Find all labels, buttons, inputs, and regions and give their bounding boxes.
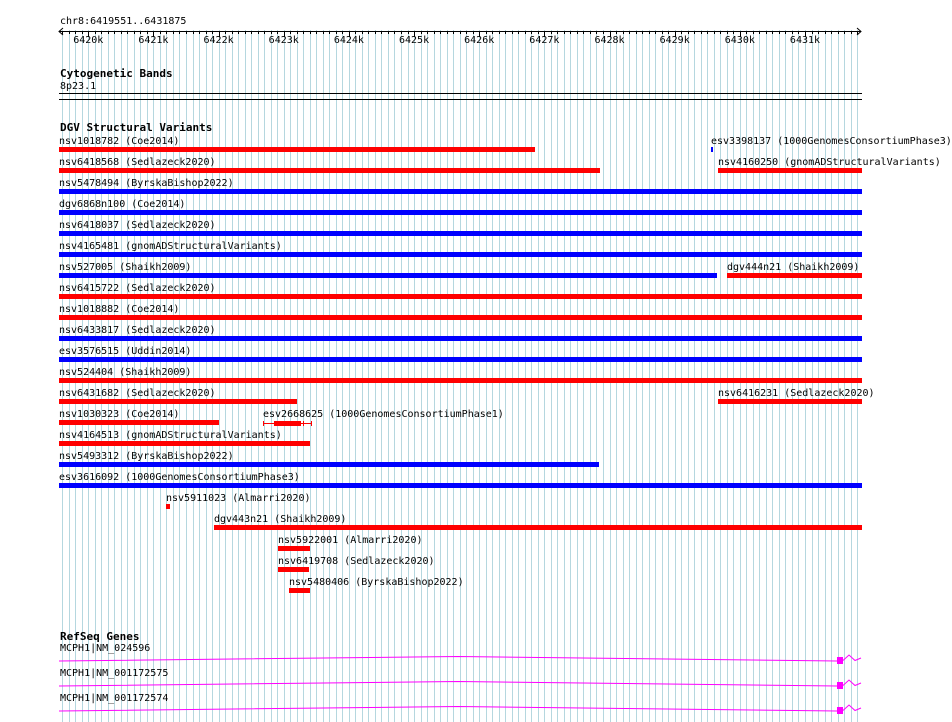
transcript-intron-tail — [843, 705, 861, 711]
ruler-tick-label: 6425k — [398, 35, 430, 46]
transcript-model[interactable] — [58, 652, 868, 664]
variant-bar[interactable] — [59, 462, 599, 467]
variant-bar[interactable] — [166, 504, 170, 509]
ruler-tick-label: 6421k — [138, 35, 169, 46]
variant-bar[interactable] — [289, 588, 310, 593]
ruler-tick-label: 6427k — [529, 35, 560, 46]
ruler-tick-label: 6430k — [724, 35, 755, 46]
variant-label[interactable]: esv3616092 (1000GenomesConsortiumPhase3) — [59, 472, 300, 483]
variant-label[interactable]: dgv443n21 (Shaikh2009) — [214, 514, 347, 525]
variant-bar[interactable] — [59, 399, 297, 404]
variant-bar[interactable] — [59, 231, 862, 236]
variant-bar[interactable] — [59, 336, 862, 341]
transcript-model[interactable] — [58, 702, 868, 714]
variant-bar[interactable] — [59, 273, 717, 278]
variant-bar[interactable] — [59, 378, 862, 383]
ruler-tick-label: 6431k — [789, 35, 821, 46]
variant-bar[interactable] — [214, 525, 862, 530]
transcript-intron-tail — [843, 680, 861, 686]
variant-label[interactable]: nsv5493312 (ByrskaBishop2022) — [59, 451, 234, 462]
variant-label[interactable]: nsv5478494 (ByrskaBishop2022) — [59, 178, 234, 189]
cytoband-label: 8p23.1 — [60, 81, 97, 92]
variant-bar[interactable] — [59, 357, 862, 362]
variant-label[interactable]: nsv5480406 (ByrskaBishop2022) — [289, 577, 464, 588]
variant-bar[interactable] — [718, 168, 862, 173]
cytoband-ideogram-line-lower — [59, 99, 862, 100]
ruler-tick-label: 6424k — [333, 35, 364, 46]
variant-bar[interactable] — [59, 420, 219, 425]
variant-bar[interactable] — [59, 147, 535, 152]
variant-label[interactable]: nsv527005 (Shaikh2009) — [59, 262, 192, 273]
ruler-tick-label: 6420k — [73, 35, 104, 46]
variant-label[interactable]: nsv6418568 (Sedlazeck2020) — [59, 157, 216, 168]
variant-label[interactable]: nsv6418037 (Sedlazeck2020) — [59, 220, 216, 231]
ruler-tick-label: 6422k — [203, 35, 234, 46]
variant-bar[interactable] — [278, 546, 310, 551]
variant-bar[interactable] — [278, 567, 309, 572]
transcript-exon — [837, 657, 843, 664]
variant-label[interactable]: nsv4160250 (gnomADStructuralVariants) — [718, 157, 941, 168]
variant-bar[interactable] — [718, 399, 862, 404]
variant-label[interactable]: nsv4164513 (gnomADStructuralVariants) — [59, 430, 282, 441]
variant-bar[interactable] — [727, 273, 862, 278]
variant-bar[interactable] — [59, 315, 862, 320]
variant-label[interactable]: nsv524404 (Shaikh2009) — [59, 367, 192, 378]
ruler-tick-label: 6428k — [594, 35, 625, 46]
variant-label[interactable]: nsv6433817 (Sedlazeck2020) — [59, 325, 216, 336]
ruler-tick-label: 6423k — [268, 35, 299, 46]
variant-bar[interactable] — [59, 483, 862, 488]
variant-block — [274, 421, 301, 426]
ruler-tick-label: 6429k — [659, 35, 690, 46]
variant-label[interactable]: esv3576515 (Uddin2014) — [59, 346, 192, 357]
variant-label[interactable]: nsv4165481 (gnomADStructuralVariants) — [59, 241, 282, 252]
variant-label[interactable]: nsv1030323 (Coe2014) — [59, 409, 180, 420]
transcript-label[interactable]: MCPH1|NM_001172574 — [60, 693, 169, 704]
variant-label[interactable]: nsv6419708 (Sedlazeck2020) — [278, 556, 435, 567]
transcript-model[interactable] — [58, 677, 868, 689]
transcript-exon — [837, 682, 843, 689]
variant-label[interactable]: esv2668625 (1000GenomesConsortiumPhase1) — [263, 409, 504, 420]
variant-bar[interactable] — [59, 210, 862, 215]
transcript-intron — [59, 657, 837, 662]
transcript-intron — [59, 707, 837, 712]
ruler-scale[interactable] — [0, 25, 890, 47]
refseq-track-title[interactable]: RefSeq Genes — [60, 630, 140, 643]
variant-label[interactable]: esv3398137 (1000GenomesConsortiumPhase3) — [711, 136, 952, 147]
transcript-label[interactable]: MCPH1|NM_001172575 — [60, 668, 169, 679]
variant-bar[interactable] — [59, 168, 600, 173]
location-label: chr8:6419551..6431875 — [60, 16, 187, 27]
variant-label[interactable]: nsv1018782 (Coe2014) — [59, 136, 180, 147]
transcript-exon — [837, 707, 843, 714]
variant-label[interactable]: nsv6415722 (Sedlazeck2020) — [59, 283, 216, 294]
cytoband-ideogram-line — [59, 93, 862, 94]
variant-bar[interactable] — [263, 420, 323, 429]
transcript-intron-tail — [843, 655, 861, 661]
variant-label[interactable]: nsv5922001 (Almarri2020) — [278, 535, 423, 546]
variant-bar[interactable] — [59, 252, 862, 257]
variant-label[interactable]: nsv6416231 (Sedlazeck2020) — [718, 388, 875, 399]
variant-bar[interactable] — [59, 294, 862, 299]
variant-bar[interactable] — [711, 147, 713, 152]
variant-label[interactable]: dgv6868n100 (Coe2014) — [59, 199, 186, 210]
transcript-intron — [59, 682, 837, 687]
variant-label[interactable]: nsv6431682 (Sedlazeck2020) — [59, 388, 216, 399]
variant-label[interactable]: dgv444n21 (Shaikh2009) — [727, 262, 860, 273]
dgv-track-title[interactable]: DGV Structural Variants — [60, 121, 213, 134]
variant-label[interactable]: nsv1018882 (Coe2014) — [59, 304, 180, 315]
variant-bar[interactable] — [59, 441, 310, 446]
cytoband-track-title[interactable]: Cytogenetic Bands — [60, 67, 173, 80]
variant-label[interactable]: nsv5911023 (Almarri2020) — [166, 493, 311, 504]
transcript-label[interactable]: MCPH1|NM_024596 — [60, 643, 151, 654]
variant-bar[interactable] — [59, 189, 862, 194]
ruler-tick-label: 6426k — [464, 35, 495, 46]
